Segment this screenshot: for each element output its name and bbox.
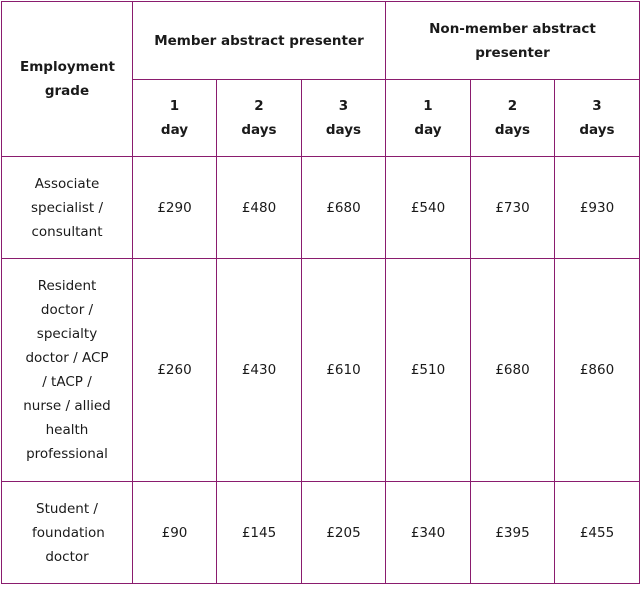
table-row [2, 157, 640, 259]
day-number: 2 [254, 98, 264, 114]
day-unit: days [241, 122, 277, 138]
table-row [2, 482, 640, 584]
price-cell: £610 [302, 259, 386, 482]
price-cell: £730 [471, 157, 555, 259]
day-unit: days [579, 122, 615, 138]
price-cell: £290 [133, 157, 217, 259]
day-unit: days [325, 122, 362, 138]
price-cell: £205 [302, 482, 386, 584]
price-cell: £90 [133, 482, 217, 584]
price-cell: £540 [386, 157, 471, 259]
day-header [471, 80, 555, 157]
header-row-groups [2, 2, 640, 80]
day-header [302, 80, 386, 157]
grade-cell: Associate specialist / consultant [2, 157, 133, 259]
day-header [386, 80, 471, 157]
member-group-header: Member abstract presenter [133, 2, 386, 80]
price-cell: £680 [471, 259, 555, 482]
day-header [217, 80, 302, 157]
price-cell: £455 [555, 482, 640, 584]
day-number: 2 [507, 98, 518, 114]
price-cell: £860 [555, 259, 640, 482]
grade-cell: Resident doctor / specialty doctor / ACP / tACP / nurse / allied health professional [2, 259, 133, 482]
day-number: 1 [423, 98, 433, 114]
table-row [2, 259, 640, 482]
pricing-table [1, 1, 640, 584]
price-cell: £145 [217, 482, 302, 584]
day-header [133, 80, 217, 157]
day-number: 1 [169, 98, 180, 114]
employment-grade-header: Employment grade [2, 2, 133, 157]
price-cell: £395 [471, 482, 555, 584]
day-number: 3 [338, 98, 349, 114]
price-cell: £680 [302, 157, 386, 259]
grade-cell: Student / foundation doctor [2, 482, 133, 584]
price-cell: £480 [217, 157, 302, 259]
price-cell: £340 [386, 482, 471, 584]
price-cell: £430 [217, 259, 302, 482]
price-cell: £930 [555, 157, 640, 259]
nonmember-group-header: Non-member abstract presenter [386, 2, 640, 80]
day-unit: days [494, 122, 531, 138]
day-header [555, 80, 640, 157]
day-unit: day [160, 122, 189, 138]
price-cell: £260 [133, 259, 217, 482]
day-unit: day [414, 122, 442, 138]
price-cell: £510 [386, 259, 471, 482]
day-number: 3 [592, 98, 602, 114]
